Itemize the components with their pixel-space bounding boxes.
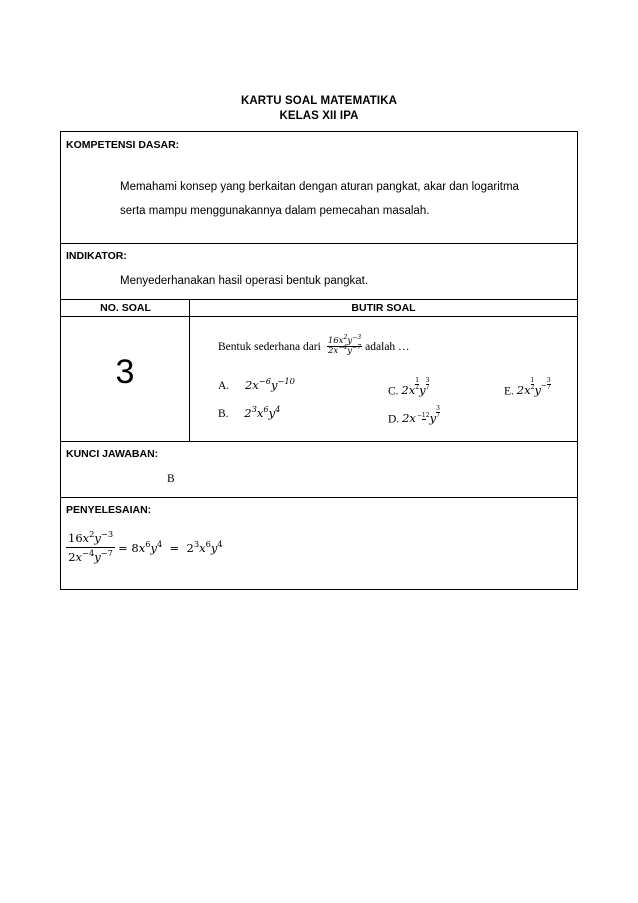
option-e-label: E. (504, 385, 514, 398)
solution-equation (66, 529, 223, 564)
question-suffix: adalah … (365, 340, 410, 353)
option-c-label: C. (388, 385, 399, 398)
question-card (60, 131, 578, 590)
option-e-expression: 2x $\frac{1}{2}$ y− $\frac{3}{7}$ (516, 377, 551, 398)
question-prefix: Bentuk sederhana dari (218, 340, 321, 353)
option-d (388, 406, 440, 425)
document-title-block (0, 94, 638, 124)
kompetensi-line-1: Memahami konsep yang berkaitan dengan aturan pangkat, akar dan logaritma (120, 181, 519, 193)
kunci-label: KUNCI JAWABAN: (66, 448, 159, 460)
kompetensi-label: KOMPETENSI DASAR: (66, 139, 180, 151)
question-fraction: $\frac{16x^2y^{-3}}{2x^{-4}y^{-7}}$ (327, 334, 362, 357)
option-b (218, 406, 280, 420)
option-a-label: A. (218, 380, 230, 392)
option-a-expression: $2x^{-6}y^{-10}$ (244, 376, 295, 392)
indikator-section (61, 244, 577, 300)
kunci-section (61, 442, 577, 498)
question-stem (218, 334, 410, 357)
document-title: KARTU SOAL MATEMATIKA (240, 95, 398, 107)
penyelesaian-section (61, 498, 577, 589)
col-header-no-soal: NO. SOAL (100, 302, 151, 314)
kompetensi-section (61, 132, 577, 244)
penyelesaian-label: PENYELESAIAN: (66, 504, 152, 516)
question-number-cell (61, 317, 190, 441)
option-d-expression: 2x−1 2 y $\frac{3}{7}$ (402, 405, 440, 426)
option-e (504, 378, 551, 397)
kompetensi-line-2: serta mampu menggunakannya dalam pemecahan masalah. (120, 205, 430, 217)
table-header-row (61, 300, 577, 317)
kompetensi-text (120, 175, 519, 223)
solution-step: = $8x^6y^4 = 2^3x^6y^4$ (118, 538, 223, 555)
solution-fraction: $\frac{16x^2y^{-3}}{2x^{-4}y^{-7}}$ (68, 529, 114, 564)
indikator-label: INDIKATOR: (66, 250, 127, 262)
question-number: 3 (115, 353, 135, 391)
indikator-text: Menyederhanakan hasil operasi bentuk pangkat. (120, 275, 369, 287)
option-d-label: D. (388, 413, 400, 426)
option-a (218, 378, 295, 392)
option-b-label: B. (218, 408, 229, 420)
col-header-butir-soal: BUTIR SOAL (351, 302, 416, 314)
question-row (61, 317, 577, 442)
option-c (388, 378, 429, 397)
document-subtitle: KELAS XII IPA (279, 110, 359, 122)
option-c-expression: 2x $\frac{1}{2}$ y $\frac{3}{7}$ (401, 377, 430, 398)
option-b-expression: $2^3x^6y^4$ (244, 404, 281, 420)
kunci-answer: B (167, 473, 175, 485)
